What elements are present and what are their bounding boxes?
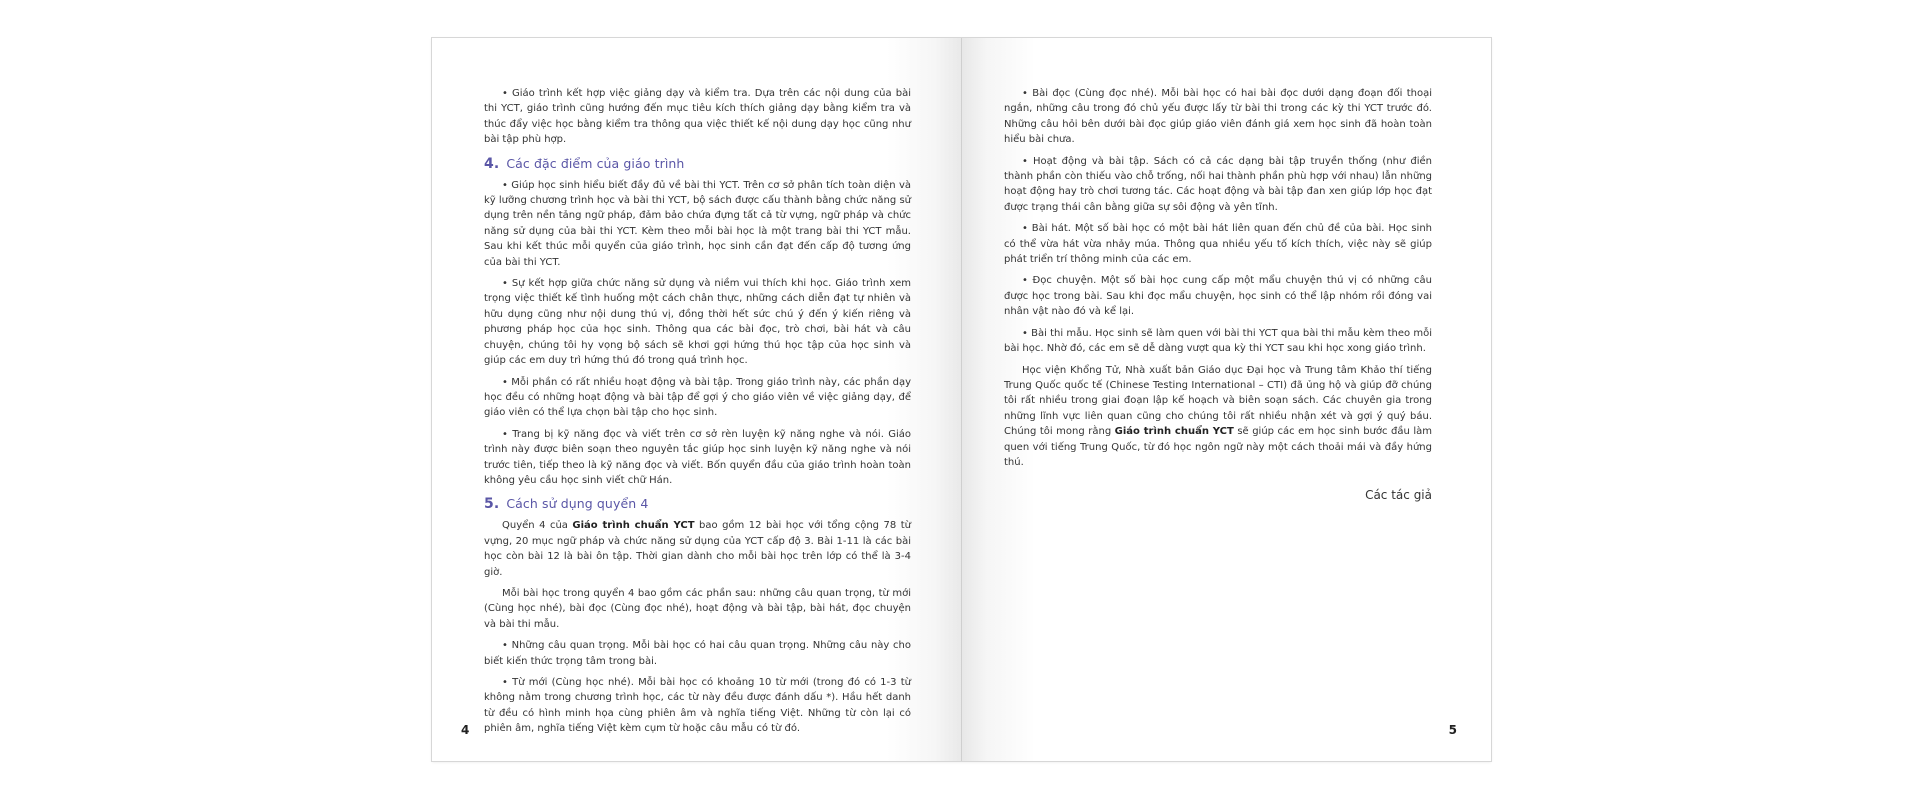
closing-end: sẽ giúp các em học sinh bước đầu làm quen với tiếng Trung Quốc, từ đó học ngôn ngữ này một cách thoải mái và đầy hứng thú. bbox=[1004, 426, 1432, 468]
right-bullet-2: • Hoạt động và bài tập. Sách có cả các dạng bài tập truyền thống (như điền thành phần còn thiếu vào chỗ trống, nối hai thành phần phù hợp với nhau) lẫn những hoạt động hay trò chơi tương tác. Các hoạt động và bài tập đan xen giúp lớp học đạt được trạng thái cân bằng giữa sự sôi động và yên tĩnh. bbox=[1004, 154, 1432, 216]
book-spread bbox=[432, 38, 1491, 761]
right-bullet-4: • Đọc chuyện. Một số bài học cung cấp một mẩu chuyện thú vị có những câu được học trong bài. Sau khi đọc mẩu chuyện, học sinh có thể lập nhóm rồi đóng vai nhân vật nào đó và kể lại. bbox=[1004, 273, 1432, 319]
section-4-bullet-4: • Trang bị kỹ năng đọc và viết trên cơ sở rèn luyện kỹ năng nghe và nói. Giáo trình này được biên soạn theo nguyên tắc giúp học sinh luyện kỹ năng nghe và nói trước tiên, tiếp theo là kỹ năng đọc và viết. Bốn quyển đầu của giáo trình hoàn toàn không yêu cầu học sinh viết chữ Hán. bbox=[484, 427, 911, 489]
section-4-bullet-3: • Mỗi phần có rất nhiều hoạt động và bài tập. Trong giáo trình này, các phần dạy học đều có những hoạt động và bài tập để gợi ý cho giáo viên về việc giảng dạy, để giáo viên có thể lựa chọn bài tập cho học sinh. bbox=[484, 375, 911, 421]
right-bullet-5: • Bài thi mẫu. Học sinh sẽ làm quen với bài thi YCT qua bài thi mẫu kèm theo mỗi bài học. Nhờ đó, các em sẽ dễ dàng vượt qua kỳ thi YCT sau khi học xong giáo trình. bbox=[1004, 326, 1432, 357]
page-number-left: 4 bbox=[461, 723, 470, 737]
closing-book-title-bold: Giáo trình chuẩn YCT bbox=[1114, 426, 1234, 438]
left-page-content bbox=[484, 86, 911, 743]
authors-signature: Các tác giả bbox=[1365, 488, 1432, 503]
section-5-paragraph-2: Mỗi bài học trong quyển 4 bao gồm các phần sau: những câu quan trọng, từ mới (Cùng học nhé), bài đọc (Cùng đọc nhé), hoạt động và bài tập, bài hát, đọc chuyện và bài thi mẫu. bbox=[484, 587, 911, 630]
intro-paragraph: • Giáo trình kết hợp việc giảng dạy và kiểm tra. Dựa trên các nội dung của bài thi YCT, giáo trình cũng hướng đến mục tiêu kích thích giảng dạy bằng kiểm tra và thúc đẩy việc học bằng kiểm tra thông qua việc thiết kế nội dung dạy học cũng như bài tập phù hợp. bbox=[484, 86, 911, 148]
page-number-right: 5 bbox=[1448, 723, 1457, 737]
book-title-bold: Giáo trình chuẩn YCT bbox=[572, 520, 695, 532]
section-4-heading bbox=[484, 156, 911, 172]
section-4-number: 4. bbox=[484, 155, 500, 172]
section-5-bullet-2: • Từ mới (Cùng học nhé). Mỗi bài học có khoảng 10 từ mới (trong đó có 1-3 từ không nằm trong chương trình học, các từ này đều được đánh dấu *). Hầu hết danh từ đều có hình minh họa cùng phiên âm và nghĩa tiếng Việt. Những từ còn lại có phiên âm, nghĩa tiếng Việt kèm cụm từ hoặc câu mẫu có từ đó. bbox=[484, 675, 911, 737]
section-5-p1-end: bao gồm 12 bài học với tổng cộng 78 từ vựng, 20 mục ngữ pháp và chức năng sử dụng của YCT cấp độ 3. Bài 1-11 là các bài học còn bài 12 là bài ôn tập. Thời gian dành cho mỗi bài học trên lớp có thể là 3-4 giờ. bbox=[484, 520, 911, 578]
section-5-number: 5. bbox=[484, 496, 500, 513]
section-5-title: Cách sử dụng quyển 4 bbox=[506, 496, 649, 512]
section-5-p1-start: Quyển 4 của bbox=[502, 520, 573, 532]
book-gutter bbox=[961, 38, 962, 761]
section-4-bullet-1: • Giúp học sinh hiểu biết đầy đủ về bài thi YCT. Trên cơ sở phân tích toàn diện và kỹ lưỡng chương trình học và bài thi YCT, bộ sách được cấu thành bằng chức năng sử dụng trên nền tảng ngữ pháp, đảm bảo chứa đựng tất cả từ vựng, ngữ pháp và chức năng sử dụng của bài thi YCT. Kèm theo mỗi bài học là một trang bài thi YCT mẫu. Sau khi kết thúc mỗi quyển của giáo trình, học sinh cần đạt đến cấp độ tương ứng của bài thi YCT. bbox=[484, 178, 911, 270]
section-5-bullet-1: • Những câu quan trọng. Mỗi bài học có hai câu quan trọng. Những câu này cho biết kiến thức trọng tâm trong bài. bbox=[484, 638, 911, 669]
closing-start: Học viện Khổng Tử, Nhà xuất bản Giáo dục Đại học và Trung tâm Khảo thí tiếng Trung Quốc quốc tế (Chinese Testing International – CTI) đã ủng hộ và giúp đỡ chúng tôi rất nhiều trong giai đoạn lập kế hoạch và biên soạn sách. Các chuyên gia trong những lĩnh vực liên quan cũng cho chúng tôi rất nhiều nhận xét và gợi ý quý báu. Chúng tôi mong rằng bbox=[1004, 364, 1432, 438]
closing-paragraph bbox=[1004, 363, 1432, 471]
right-page bbox=[961, 38, 1491, 761]
section-5-heading bbox=[484, 496, 911, 512]
section-4-bullet-2: • Sự kết hợp giữa chức năng sử dụng và niềm vui thích khi học. Giáo trình xem trọng việc thiết kế tình huống một cách chân thực, những cách diễn đạt tự nhiên và hữu dụng cũng như nội dung thú vị, đồng thời hết sức chú ý đến ý kiến riêng và phương pháp học của học sinh. Thông qua các bài đọc, trò chơi, bài hát và câu chuyện, chúng tôi hy vọng bộ sách sẽ khơi gợi hứng thú học tập của học sinh và giúp các em duy trì hứng thú đó trong quá trình học. bbox=[484, 276, 911, 368]
left-page bbox=[432, 38, 961, 761]
right-page-content bbox=[1004, 86, 1432, 504]
section-4-title: Các đặc điểm của giáo trình bbox=[506, 155, 685, 171]
section-5-paragraph-1 bbox=[484, 518, 911, 580]
right-bullet-1: • Bài đọc (Cùng đọc nhé). Mỗi bài học có hai bài đọc dưới dạng đoạn đối thoại ngắn, những câu trong đó chủ yếu được lấy từ bài thi trong các kỳ thi YCT trước đó. Những câu hỏi bên dưới bài đọc giúp giáo viên đánh giá xem học sinh đã hoàn toàn hiểu bài chưa. bbox=[1004, 86, 1432, 148]
right-bullet-3: • Bài hát. Một số bài học có một bài hát liên quan đến chủ đề của bài. Học sinh có thể vừa hát vừa nhảy múa. Thông qua nhiều yếu tố kích thích, việc này sẽ giúp phát triển trí thông minh của các em. bbox=[1004, 221, 1432, 267]
